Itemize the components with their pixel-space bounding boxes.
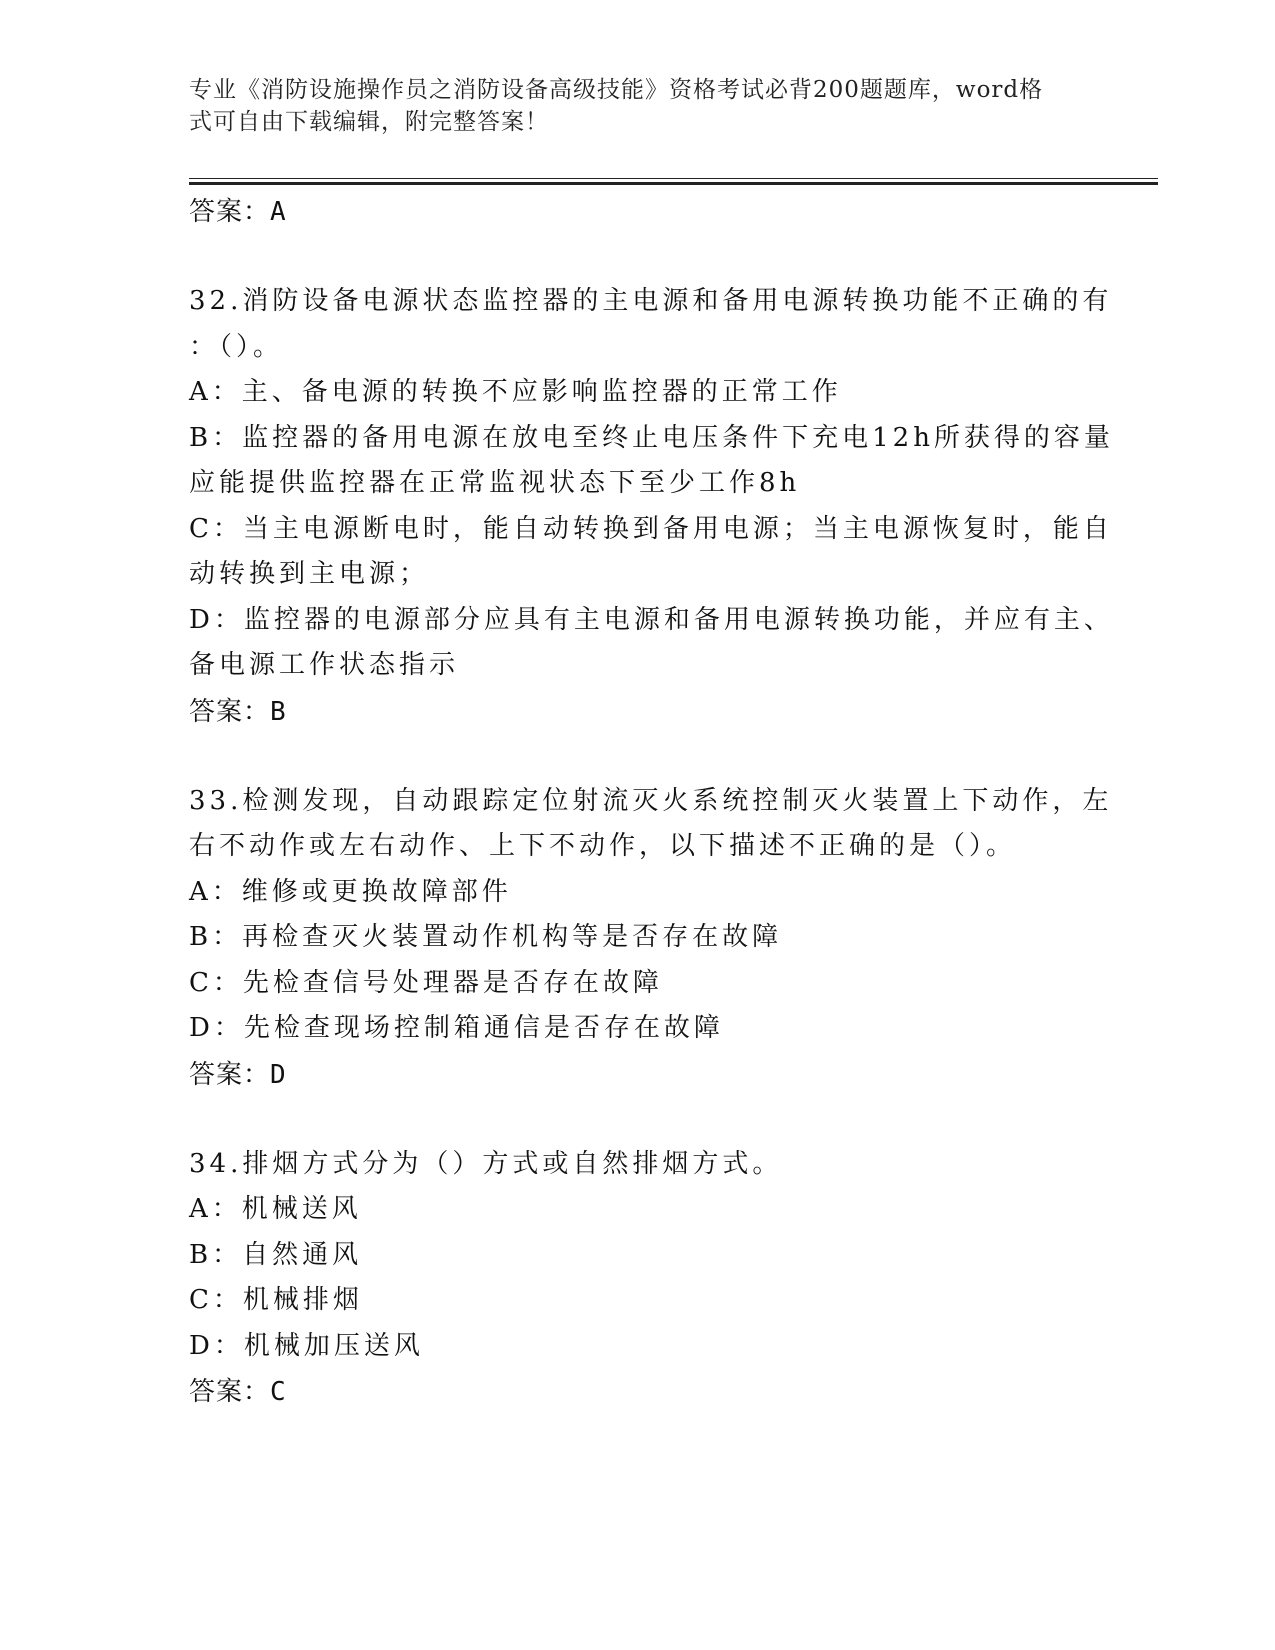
option-b: B：自然通风 [189, 1239, 363, 1270]
option-a: A：主、备电源的转换不应影响监控器的正常工作 [189, 377, 842, 407]
header-line-1: 专业《消防设施操作员之消防设备高级技能》资格考试必背200题题库，word格 [189, 77, 1044, 103]
previous-answer: 答案：A [189, 197, 287, 227]
option-d: D：机械加压送风 [189, 1330, 424, 1361]
option-c: C：当主电源断电时，能自动转换到备用电源；当主电源恢复时，能自 [189, 513, 1113, 544]
question-block-33 [189, 779, 1113, 1098]
question-stem-line: ：（）。 [189, 331, 284, 362]
answer-33: 答案：D [189, 1059, 287, 1090]
answer-32: 答案：B [189, 696, 287, 727]
option-a: A：维修或更换故障部件 [189, 876, 512, 907]
spacer [189, 235, 1089, 279]
question-stem-line: 右不动作或左右动作、上下不动作，以下描述不正确的是（）。 [189, 831, 1017, 861]
option-d-continued: 备电源工作状态指示 [189, 650, 460, 680]
header-divider-thin [189, 178, 1158, 179]
question-stem-line: 34.排烟方式分为（）方式或自然排烟方式。 [189, 1148, 783, 1179]
option-b-continued: 应能提供监控器在正常监视状态下至少工作8h [189, 468, 801, 498]
option-c-continued: 动转换到主电源； [189, 559, 430, 589]
option-d: D：监控器的电源部分应具有主电源和备用电源转换功能，并应有主、 [189, 604, 1114, 635]
option-b: B：监控器的备用电源在放电至终止电压条件下充电12h所获得的容量 [189, 422, 1114, 453]
option-a: A：机械送风 [189, 1194, 362, 1224]
question-block-34 [189, 1142, 1089, 1416]
question-stem-line: 32.消防设备电源状态监控器的主电源和备用电源转换功能不正确的有 [189, 286, 1113, 316]
question-block-32 [189, 279, 1114, 735]
spacer [189, 1098, 1089, 1142]
header-divider-thick [189, 182, 1158, 185]
answer-34: 答案：C [189, 1377, 287, 1407]
header-line-2: 式可自由下载编辑，附完整答案！ [189, 109, 549, 135]
question-stem-line: 33.检测发现，自动跟踪定位射流灭火系统控制灭火装置上下动作，左 [189, 785, 1113, 816]
document-header [189, 74, 1069, 138]
option-c: C：先检查信号处理器是否存在故障 [189, 967, 663, 998]
option-d: D：先检查现场控制箱通信是否存在故障 [189, 1013, 724, 1043]
spacer [189, 735, 1089, 779]
option-c: C：机械排烟 [189, 1285, 363, 1315]
question-content [189, 189, 1114, 1415]
option-b: B：再检查灭火装置动作机构等是否存在故障 [189, 922, 783, 952]
